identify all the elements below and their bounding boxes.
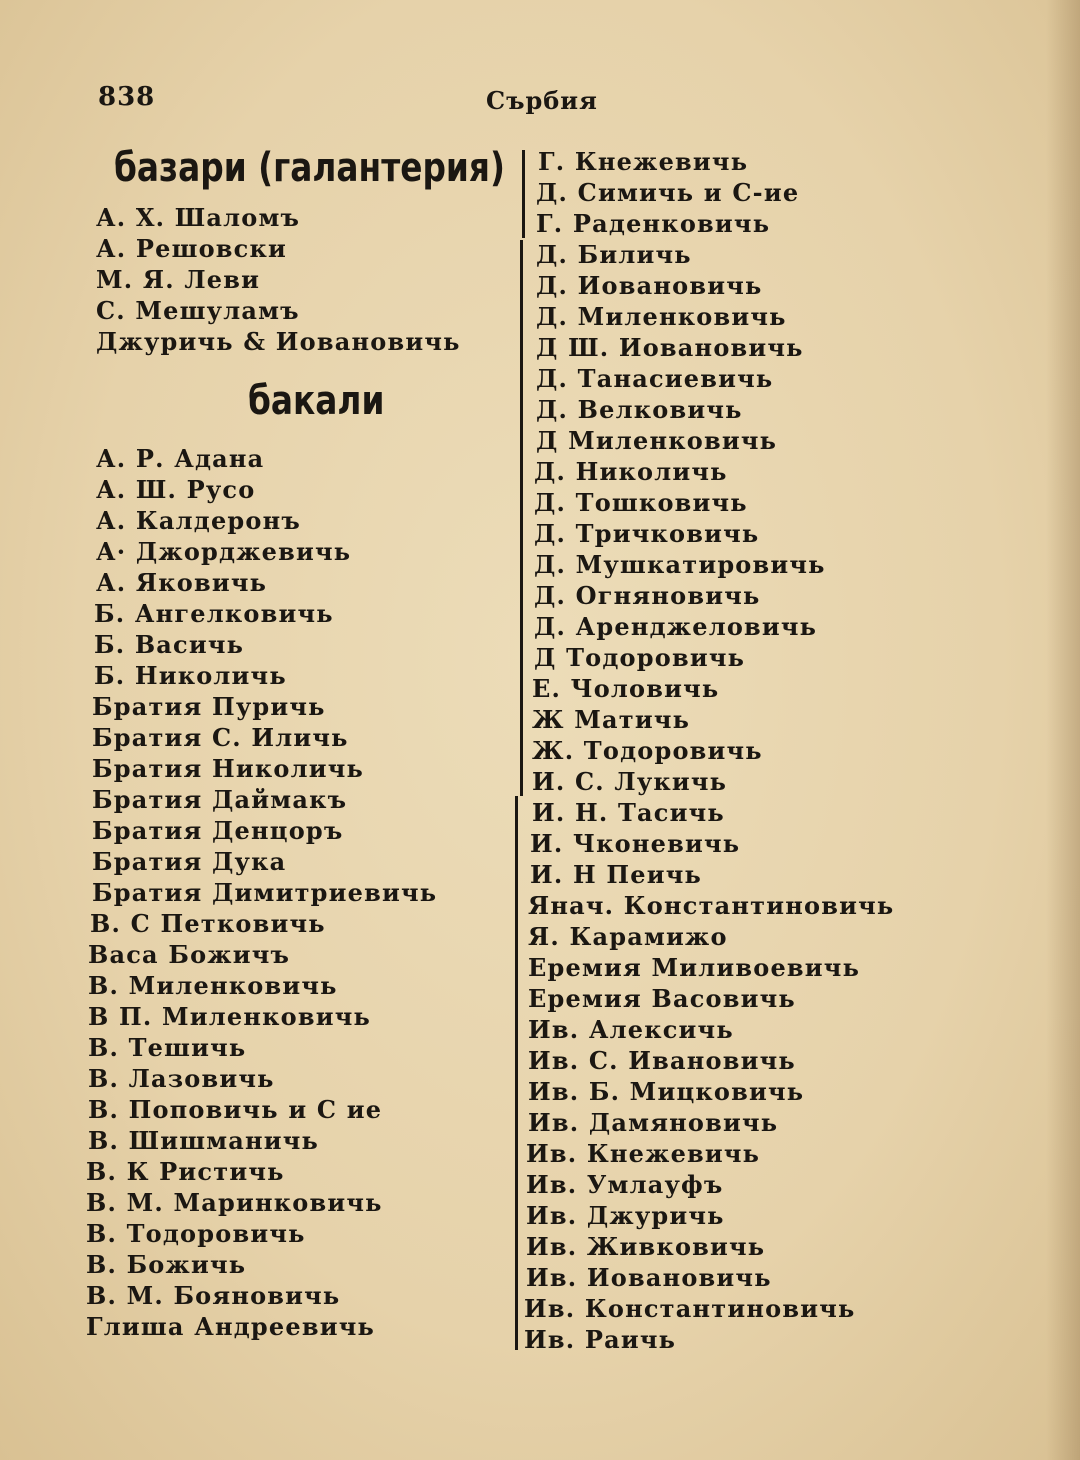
list-item: Ив. Джуричь [526, 1201, 725, 1230]
list-item: В П. Миленковичь [88, 1002, 372, 1031]
list-item: Д. Иовановичь [536, 271, 763, 300]
list-item: И. С. Лукичь [532, 767, 728, 796]
list-item: Д. Тошковичь [534, 488, 748, 517]
list-item: Ив. Дамяновичь [528, 1108, 779, 1137]
section-title-bakali: бакали [248, 378, 385, 424]
list-item: Ив. С. Ивановичь [528, 1046, 796, 1075]
list-item: А. Х. Шаломъ [96, 203, 301, 232]
list-item: Еремия Васовичь [528, 984, 796, 1013]
list-item: Ив. Живковичь [526, 1232, 766, 1261]
list-item: А· Джорджевичь [96, 537, 352, 566]
list-item: Глиша Андреевичь [86, 1312, 375, 1341]
list-item: В. Миленковичь [88, 971, 338, 1000]
list-bakali [86, 443, 506, 1342]
section-title-bazari: базари (галантерия) [114, 145, 505, 191]
list-item: Б. Ангелковичь [94, 599, 334, 628]
list-item: Ив. Кнежевичь [526, 1139, 761, 1168]
list-item: Д. Николичь [534, 457, 728, 486]
list-item: Ив. Раичь [524, 1325, 677, 1354]
left-column [86, 140, 506, 1342]
list-item: Братия Денцоръ [92, 816, 344, 845]
list-item: И. Чконевичь [530, 829, 741, 858]
page-edge-shadow [1046, 0, 1080, 1460]
list-item: Братия Николичь [92, 754, 364, 783]
list-item: В. К Ристичь [86, 1157, 285, 1186]
list-item: Б. Николичь [94, 661, 287, 690]
list-item: И. Н. Тасичь [532, 798, 725, 827]
list-item: Д. Велковичь [536, 395, 743, 424]
list-item: В. Тодоровичь [86, 1219, 306, 1248]
list-item: М. Я. Леви [96, 265, 261, 294]
list-item: Ж. Тодоровичь [532, 736, 763, 765]
list-item: А. Яковичь [96, 568, 268, 597]
list-item: Янач. Константиновичь [528, 891, 895, 920]
list-item: И. Н Пеичь [530, 860, 703, 889]
list-item: А. Ш. Русо [96, 475, 256, 504]
list-item: Ив. Б. Мицковичь [528, 1077, 805, 1106]
running-head: Сърбия [486, 86, 598, 115]
list-item: Д. Тричковичь [534, 519, 760, 548]
list-item: Васа Божичъ [88, 940, 291, 969]
list-item: В. М. Бояновичь [86, 1281, 341, 1310]
list-item: Е. Чоловичь [532, 674, 720, 703]
list-bazari [86, 202, 506, 357]
list-item: А. Калдеронъ [96, 506, 301, 535]
list-item: Д. Огняновичь [534, 581, 761, 610]
list-item: Д Миленковичь [536, 426, 778, 455]
list-item: Г. Кнежевичь [538, 147, 749, 176]
list-item: Д. Аренджеловичь [534, 612, 818, 641]
list-item: А. Р. Адана [96, 444, 265, 473]
list-item: Еремия Миливоевичь [528, 953, 861, 982]
list-item: Братия Даймакъ [92, 785, 348, 814]
list-item: Д Ш. Иовановичь [536, 333, 804, 362]
list-item: В. Лазовичь [88, 1064, 275, 1093]
list-item: Б. Васичь [94, 630, 245, 659]
list-item: С. Мешуламъ [96, 296, 300, 325]
list-item: Братия Пуричь [92, 692, 326, 721]
list-item: Я. Карамижо [528, 922, 728, 951]
list-item: В. Божичь [86, 1250, 247, 1279]
list-item: Ив. Константиновичь [524, 1294, 856, 1323]
list-item: Д. Мушкатировичь [534, 550, 826, 579]
right-column [524, 146, 895, 1355]
list-item: Д. Биличь [536, 240, 692, 269]
list-item: Д Тодоровичь [534, 643, 746, 672]
list-item: Ив. Алексичь [528, 1015, 734, 1044]
list-item: Д. Симичь и С-ие [536, 178, 800, 207]
list-item: В. Тешичь [88, 1033, 247, 1062]
list-item: Ж Матичь [532, 705, 691, 734]
column-divider [515, 796, 518, 1350]
list-item: Ив. Иовановичь [526, 1263, 772, 1292]
list-item: Д. Танасиевичь [536, 364, 774, 393]
list-item: Д. Миленковичь [536, 302, 787, 331]
list-item: Ив. Умлауфъ [526, 1170, 724, 1199]
list-item: В. М. Маринковичь [86, 1188, 383, 1217]
list-item: А. Решовски [96, 234, 287, 263]
list-item: Братия Дука [92, 847, 287, 876]
list-item: Джуричь & Иовановичь [96, 327, 461, 356]
page-number: 838 [98, 82, 156, 112]
column-divider [520, 240, 523, 796]
list-item: В. Шишманичь [88, 1126, 320, 1155]
list-item: Братия С. Иличь [92, 723, 349, 752]
list-item: В. С Петковичь [90, 909, 326, 938]
list-item: Братия Димитриевичь [92, 878, 438, 907]
list-item: В. Поповичь и С ие [88, 1095, 383, 1124]
list-item: Г. Раденковичь [536, 209, 771, 238]
